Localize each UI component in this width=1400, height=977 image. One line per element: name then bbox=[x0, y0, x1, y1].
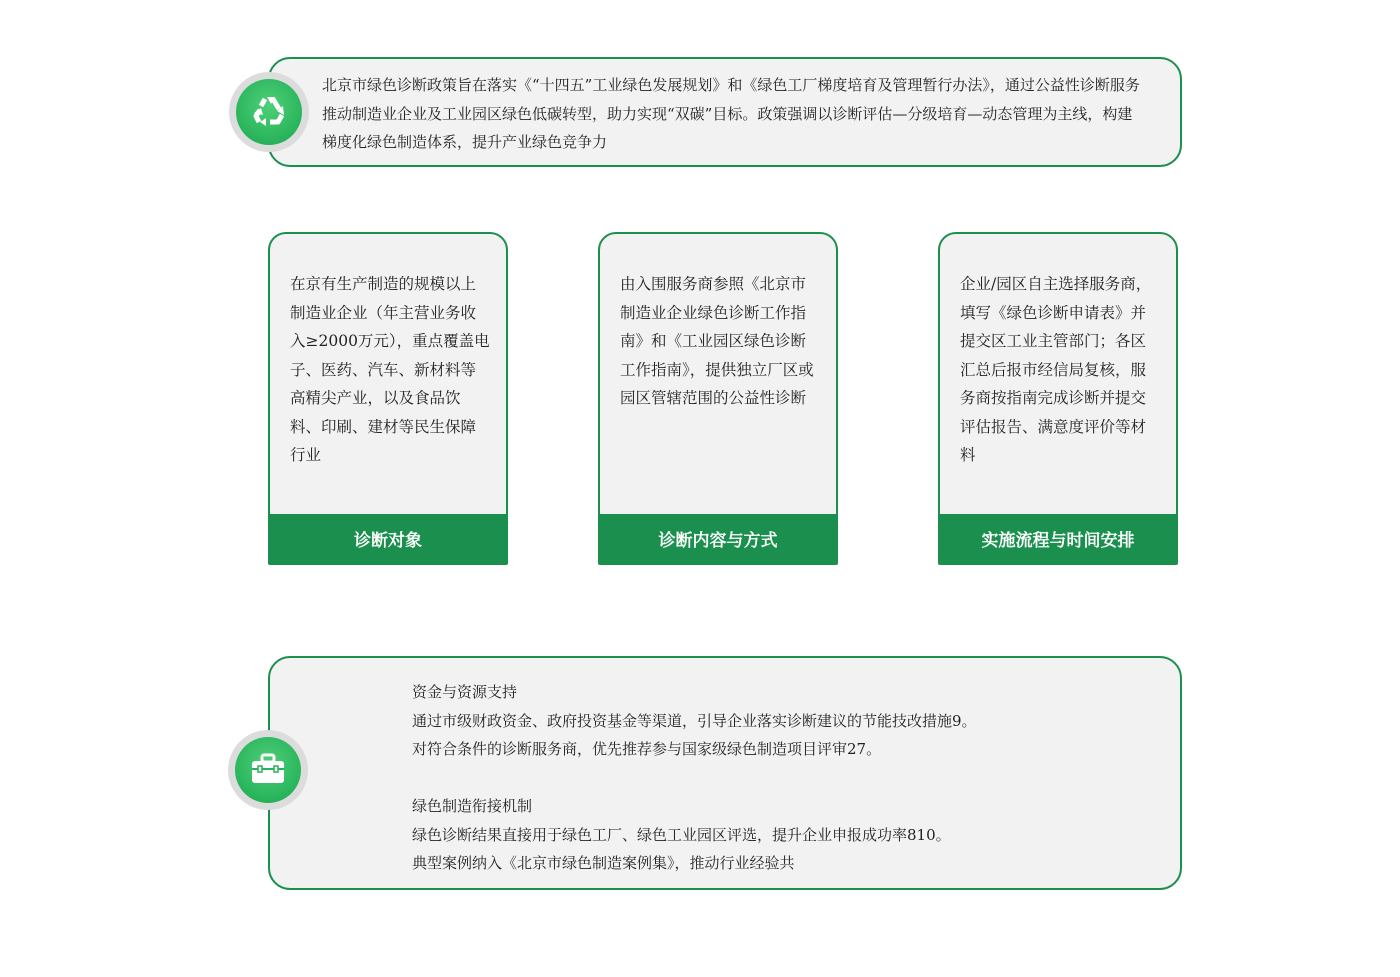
section-line: 绿色诊断结果直接用于绿色工厂、绿色工业园区评选，提升企业申报成功率810。 bbox=[412, 825, 951, 844]
card-title: 实施流程与时间安排 bbox=[940, 514, 1176, 563]
support-panel bbox=[268, 656, 1182, 890]
support-text bbox=[412, 678, 1152, 878]
card-title: 诊断内容与方式 bbox=[600, 514, 836, 563]
card-diagnosis-content bbox=[598, 232, 838, 565]
section-line: 典型案例纳入《北京市绿色制造案例集》，推动行业经验共 bbox=[412, 854, 795, 872]
section-heading: 资金与资源支持 bbox=[412, 683, 518, 701]
section-line: 通过市级财政资金、政府投资基金等渠道，引导企业落实诊断建议的节能技改措施9。 bbox=[412, 711, 977, 730]
card-body: 在京有生产制造的规模以上制造业企业（年主营业务收入≥2000万元），重点覆盖电子、医药、汽车、新材料等高精尖产业，以及食品饮料、印刷、建材等民生保障行业 bbox=[290, 275, 490, 464]
intro-text: 北京市绿色诊断政策旨在落实《“十四五”工业绿色发展规划》和《绿色工厂梯度培育及管理暂行办法》，通过公益性诊断服务推动制造业企业及工业园区绿色低碳转型，助力实现“双碳”目标。政策强调以诊断评估—分级培育—动态管理为主线，构建梯度化绿色制造体系，提升产业绿色竞争力 bbox=[322, 76, 1140, 151]
card-body: 企业/园区自主选择服务商，填写《绿色诊断申请表》并提交区工业主管部门；各区汇总后报市经信局复核，服务商按指南完成诊断并提交评估报告、满意度评价等材料 bbox=[960, 275, 1152, 464]
recycle-icon bbox=[248, 91, 290, 133]
recycle-icon-badge bbox=[229, 72, 309, 152]
card-body: 由入围服务商参照《北京市制造业企业绿色诊断工作指南》和《工业园区绿色诊断工作指南》，提供独立厂区或园区管辖范围的公益性诊断 bbox=[620, 275, 814, 407]
card-diagnosis-target bbox=[268, 232, 508, 565]
toolbox-icon-badge bbox=[228, 730, 308, 810]
intro-panel bbox=[268, 57, 1182, 167]
card-implementation-process bbox=[938, 232, 1178, 565]
section-line: 对符合条件的诊断服务商，优先推荐参与国家级绿色制造项目评审27。 bbox=[412, 740, 882, 758]
card-title: 诊断对象 bbox=[270, 514, 506, 563]
toolbox-icon bbox=[247, 749, 289, 791]
section-heading: 绿色制造衔接机制 bbox=[412, 797, 533, 815]
